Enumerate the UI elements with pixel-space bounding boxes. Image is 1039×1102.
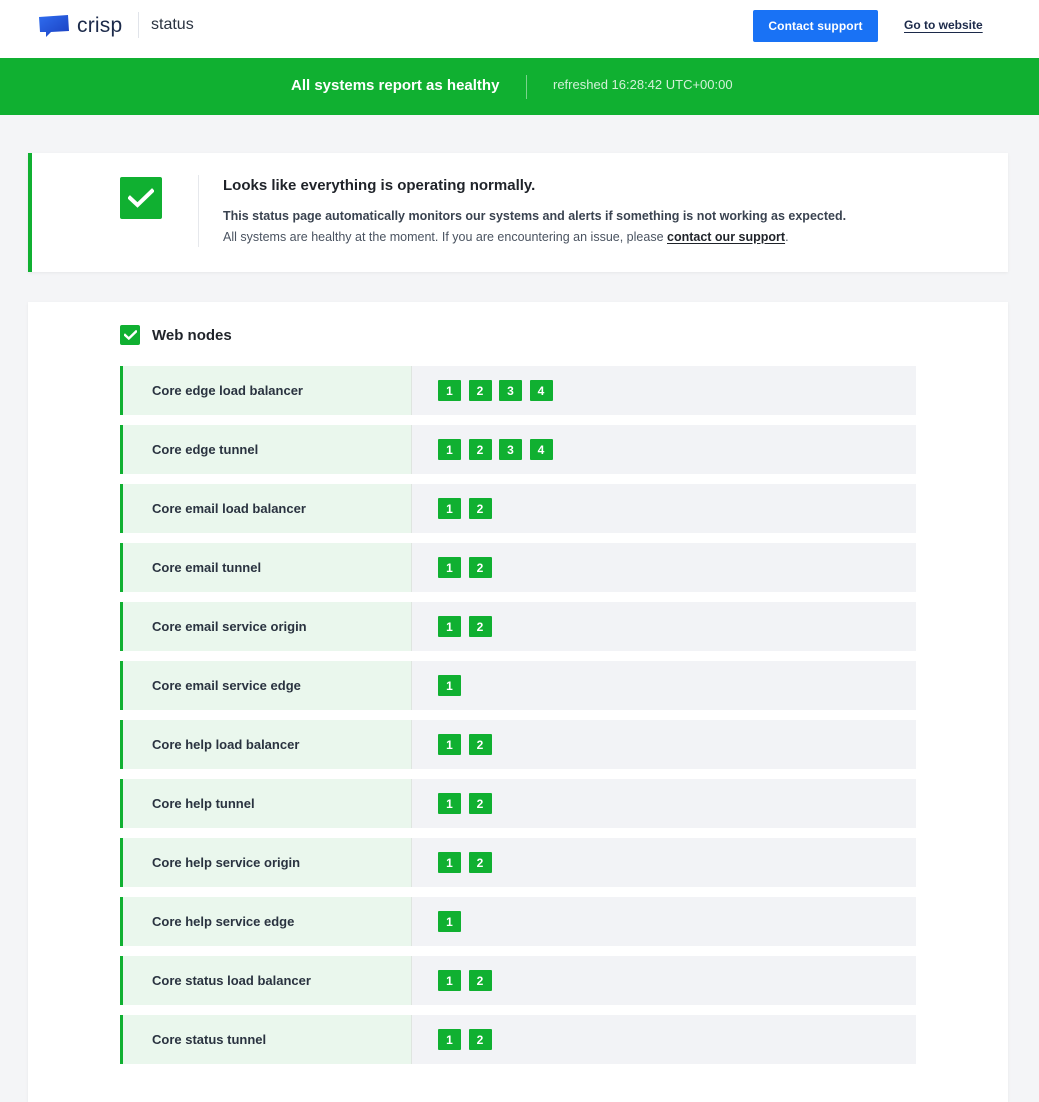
banner-divider bbox=[526, 75, 527, 99]
node-status-badge[interactable]: 1 bbox=[438, 557, 461, 578]
node-status-badge[interactable]: 2 bbox=[469, 557, 492, 578]
node-status-badge[interactable]: 1 bbox=[438, 793, 461, 814]
node-list bbox=[412, 956, 916, 1005]
service-label: Core edge tunnel bbox=[120, 425, 412, 474]
service-label: Core edge load balancer bbox=[120, 366, 412, 415]
service-label: Core email tunnel bbox=[120, 543, 412, 592]
top-header bbox=[0, 0, 1039, 58]
node-list bbox=[412, 720, 916, 769]
overall-status-text: All systems report as healthy bbox=[291, 77, 500, 94]
service-row[interactable] bbox=[120, 366, 916, 415]
logo-text: crisp bbox=[77, 14, 123, 37]
crisp-chat-bubble-icon bbox=[38, 14, 70, 38]
node-status-badge[interactable]: 1 bbox=[438, 380, 461, 401]
service-label: Core status load balancer bbox=[120, 956, 412, 1005]
node-status-badge[interactable]: 2 bbox=[469, 439, 492, 460]
section-title: Web nodes bbox=[152, 327, 232, 344]
header-divider bbox=[138, 12, 139, 38]
notice-help-text bbox=[223, 230, 789, 244]
go-to-website-link[interactable]: Go to website bbox=[904, 18, 983, 32]
service-label: Core help load balancer bbox=[120, 720, 412, 769]
service-label: Core status tunnel bbox=[120, 1015, 412, 1064]
status-notice bbox=[28, 153, 1008, 272]
service-row[interactable] bbox=[120, 838, 916, 887]
node-list bbox=[412, 661, 916, 710]
notice-description: This status page automatically monitors our systems and alerts if something is not working as expected. bbox=[223, 209, 847, 223]
node-status-badge[interactable]: 1 bbox=[438, 439, 461, 460]
node-status-badge[interactable]: 1 bbox=[438, 498, 461, 519]
status-banner bbox=[0, 58, 1039, 115]
node-status-badge[interactable]: 3 bbox=[499, 380, 522, 401]
node-list bbox=[412, 838, 916, 887]
node-status-badge[interactable]: 1 bbox=[438, 970, 461, 991]
service-label: Core email load balancer bbox=[120, 484, 412, 533]
node-list bbox=[412, 366, 916, 415]
node-status-badge[interactable]: 4 bbox=[530, 380, 553, 401]
node-list bbox=[412, 425, 916, 474]
contact-support-button[interactable]: Contact support bbox=[753, 10, 878, 42]
node-status-badge[interactable]: 4 bbox=[530, 439, 553, 460]
check-icon bbox=[120, 325, 140, 345]
service-label: Core email service origin bbox=[120, 602, 412, 651]
page-label: status bbox=[151, 16, 194, 33]
node-status-badge[interactable]: 2 bbox=[469, 852, 492, 873]
service-row[interactable] bbox=[120, 425, 916, 474]
notice-title: Looks like everything is operating normally. bbox=[223, 177, 536, 194]
service-list bbox=[120, 366, 916, 1074]
check-icon bbox=[120, 177, 162, 219]
node-status-badge[interactable]: 2 bbox=[469, 793, 492, 814]
node-status-badge[interactable]: 2 bbox=[469, 380, 492, 401]
node-status-badge[interactable]: 1 bbox=[438, 1029, 461, 1050]
node-list bbox=[412, 897, 916, 946]
service-row[interactable] bbox=[120, 956, 916, 1005]
service-row[interactable] bbox=[120, 661, 916, 710]
node-status-badge[interactable]: 1 bbox=[438, 734, 461, 755]
node-list bbox=[412, 779, 916, 828]
node-list bbox=[412, 484, 916, 533]
service-row[interactable] bbox=[120, 779, 916, 828]
node-list bbox=[412, 602, 916, 651]
service-row[interactable] bbox=[120, 720, 916, 769]
notice-help-prefix: All systems are healthy at the moment. If you are encountering an issue, please bbox=[223, 230, 667, 244]
node-list bbox=[412, 1015, 916, 1064]
node-status-badge[interactable]: 1 bbox=[438, 852, 461, 873]
service-row[interactable] bbox=[120, 1015, 916, 1064]
node-status-badge[interactable]: 2 bbox=[469, 616, 492, 637]
refresh-timestamp: refreshed 16:28:42 UTC+00:00 bbox=[553, 77, 733, 92]
node-status-badge[interactable]: 2 bbox=[469, 1029, 492, 1050]
crisp-logo[interactable] bbox=[38, 14, 122, 38]
service-label: Core help service edge bbox=[120, 897, 412, 946]
service-label: Core help tunnel bbox=[120, 779, 412, 828]
contact-our-support-link[interactable]: contact our support bbox=[667, 230, 786, 244]
node-status-badge[interactable]: 1 bbox=[438, 911, 461, 932]
service-row[interactable] bbox=[120, 484, 916, 533]
service-label: Core help service origin bbox=[120, 838, 412, 887]
node-status-badge[interactable]: 2 bbox=[469, 498, 492, 519]
notice-divider bbox=[198, 175, 199, 247]
node-list bbox=[412, 543, 916, 592]
node-status-badge[interactable]: 3 bbox=[499, 439, 522, 460]
web-nodes-panel bbox=[28, 302, 1008, 1102]
node-status-badge[interactable]: 2 bbox=[469, 734, 492, 755]
notice-help-suffix: . bbox=[785, 230, 789, 244]
service-row[interactable] bbox=[120, 897, 916, 946]
service-row[interactable] bbox=[120, 543, 916, 592]
node-status-badge[interactable]: 2 bbox=[469, 970, 492, 991]
service-row[interactable] bbox=[120, 602, 916, 651]
node-status-badge[interactable]: 1 bbox=[438, 675, 461, 696]
node-status-badge[interactable]: 1 bbox=[438, 616, 461, 637]
service-label: Core email service edge bbox=[120, 661, 412, 710]
